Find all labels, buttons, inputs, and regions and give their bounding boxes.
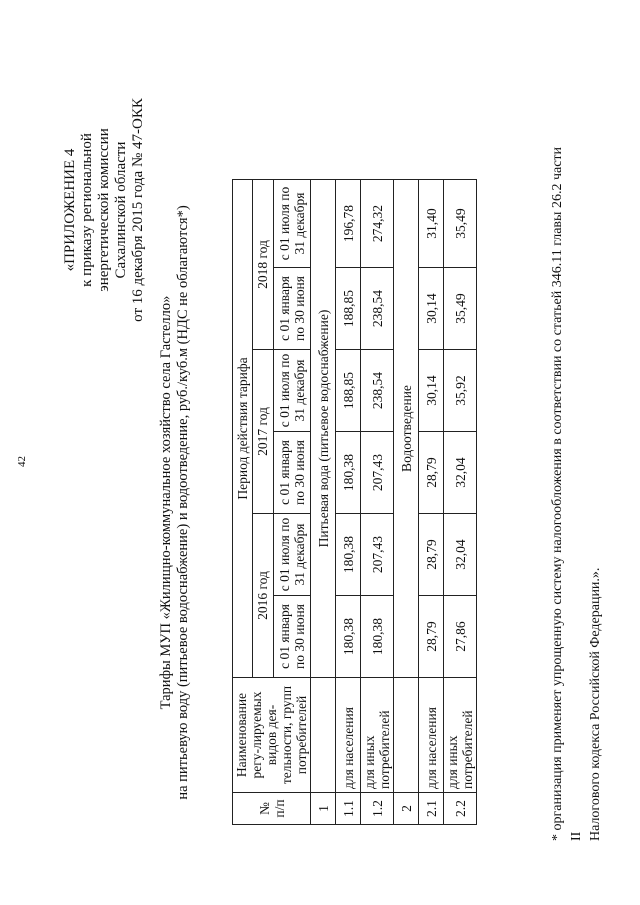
tariff-value: 30,14: [419, 268, 444, 350]
row-number: 2.2: [444, 793, 477, 825]
header-year-2017: 2017 год: [253, 350, 273, 514]
title-line-1: Тарифы МУП «Жилищно-коммунальное хозяйство села Гастелло»: [158, 295, 174, 710]
header-second-half: с 01 июля по 31 декабря: [273, 350, 311, 432]
section-spacer: [311, 678, 336, 793]
document-title: [158, 180, 192, 825]
header-first-half: с 01 января по 30 июня: [273, 596, 311, 678]
tariff-value: 238,54: [361, 268, 394, 350]
header-year-2016: 2016 год: [253, 514, 273, 678]
header-activity-name: Наименование регу-лируемых видов дея-тельности, групп потребителей: [233, 678, 311, 793]
tariff-value: 35,92: [444, 350, 477, 432]
tariff-value: 31,40: [419, 179, 444, 267]
table-row: [336, 179, 361, 824]
page-number: 42: [16, 456, 28, 467]
header-first-half: с 01 января по 30 июня: [273, 432, 311, 514]
tariff-value: 238,54: [361, 350, 394, 432]
tariff-value: 196,78: [336, 179, 361, 267]
section-row: [311, 179, 336, 824]
header-period: Период действия тарифа: [233, 179, 253, 677]
tariff-value: 32,04: [444, 432, 477, 514]
tariff-value: 188,85: [336, 268, 361, 350]
tariff-value: 207,43: [361, 514, 394, 596]
row-consumer-group: для населения: [419, 678, 444, 793]
tariff-value: 188,85: [336, 350, 361, 432]
header-number: № п/п: [233, 793, 311, 825]
tariff-value: 180,38: [361, 596, 394, 678]
row-consumer-group: для населения: [336, 678, 361, 793]
appendix-line: энергетической комиссии: [96, 128, 112, 292]
tariff-value: 180,38: [336, 514, 361, 596]
section-title: Водоотведение: [394, 179, 419, 677]
footnote-line-2: Налогового кодекса Российской Федерации.».: [588, 567, 603, 841]
appendix-line: к приказу региональной: [79, 133, 95, 287]
tariff-table: [232, 179, 477, 825]
section-spacer: [394, 678, 419, 793]
row-number: 1.2: [361, 793, 394, 825]
tariff-value: 180,38: [336, 432, 361, 514]
appendix-line: от 16 декабря 2015 года № 47-ОКК: [130, 98, 146, 322]
tariff-value: 30,14: [419, 350, 444, 432]
row-number: 2.1: [419, 793, 444, 825]
header-second-half: с 01 июля по 31 декабря: [273, 179, 311, 267]
tariff-value: 28,79: [419, 596, 444, 678]
title-line-2: на питьевую воду (питьевое водоснабжение) и водоотведение, руб./куб.м (НДС не облагаются*): [175, 205, 191, 800]
tariff-value: 35,49: [444, 179, 477, 267]
tariff-value: 28,79: [419, 432, 444, 514]
tariff-value: 274,32: [361, 179, 394, 267]
row-consumer-group: для иных потребителей: [444, 678, 477, 793]
section-number: 2: [394, 793, 419, 825]
table-row: [361, 179, 394, 824]
tariff-value: 32,04: [444, 514, 477, 596]
header-first-half: с 01 января по 30 июня: [273, 268, 311, 350]
table-row: [419, 179, 444, 824]
header-second-half: с 01 июля по 31 декабря: [273, 514, 311, 596]
header-year-2018: 2018 год: [253, 179, 273, 349]
tariff-value: 207,43: [361, 432, 394, 514]
table-row: [444, 179, 477, 824]
tariff-value: 28,79: [419, 514, 444, 596]
appendix-line: Сахалинской области: [113, 141, 129, 279]
section-title: Питьевая вода (питьевое водоснабжение): [311, 179, 336, 677]
tariff-value: 35,49: [444, 268, 477, 350]
tariff-value: 180,38: [336, 596, 361, 678]
appendix-header: [62, 80, 147, 340]
row-consumer-group: для иных потребителей: [361, 678, 394, 793]
appendix-line: «ПРИЛОЖЕНИЕ 4: [62, 148, 78, 272]
section-row: [394, 179, 419, 824]
footnote: [548, 141, 605, 841]
footnote-line-1: * организация применяет упрощенную систему налогообложения в соответствии со статьей 346.11 главы 26.2 части II: [550, 146, 584, 841]
section-number: 1: [311, 793, 336, 825]
tariff-value: 27,86: [444, 596, 477, 678]
row-number: 1.1: [336, 793, 361, 825]
